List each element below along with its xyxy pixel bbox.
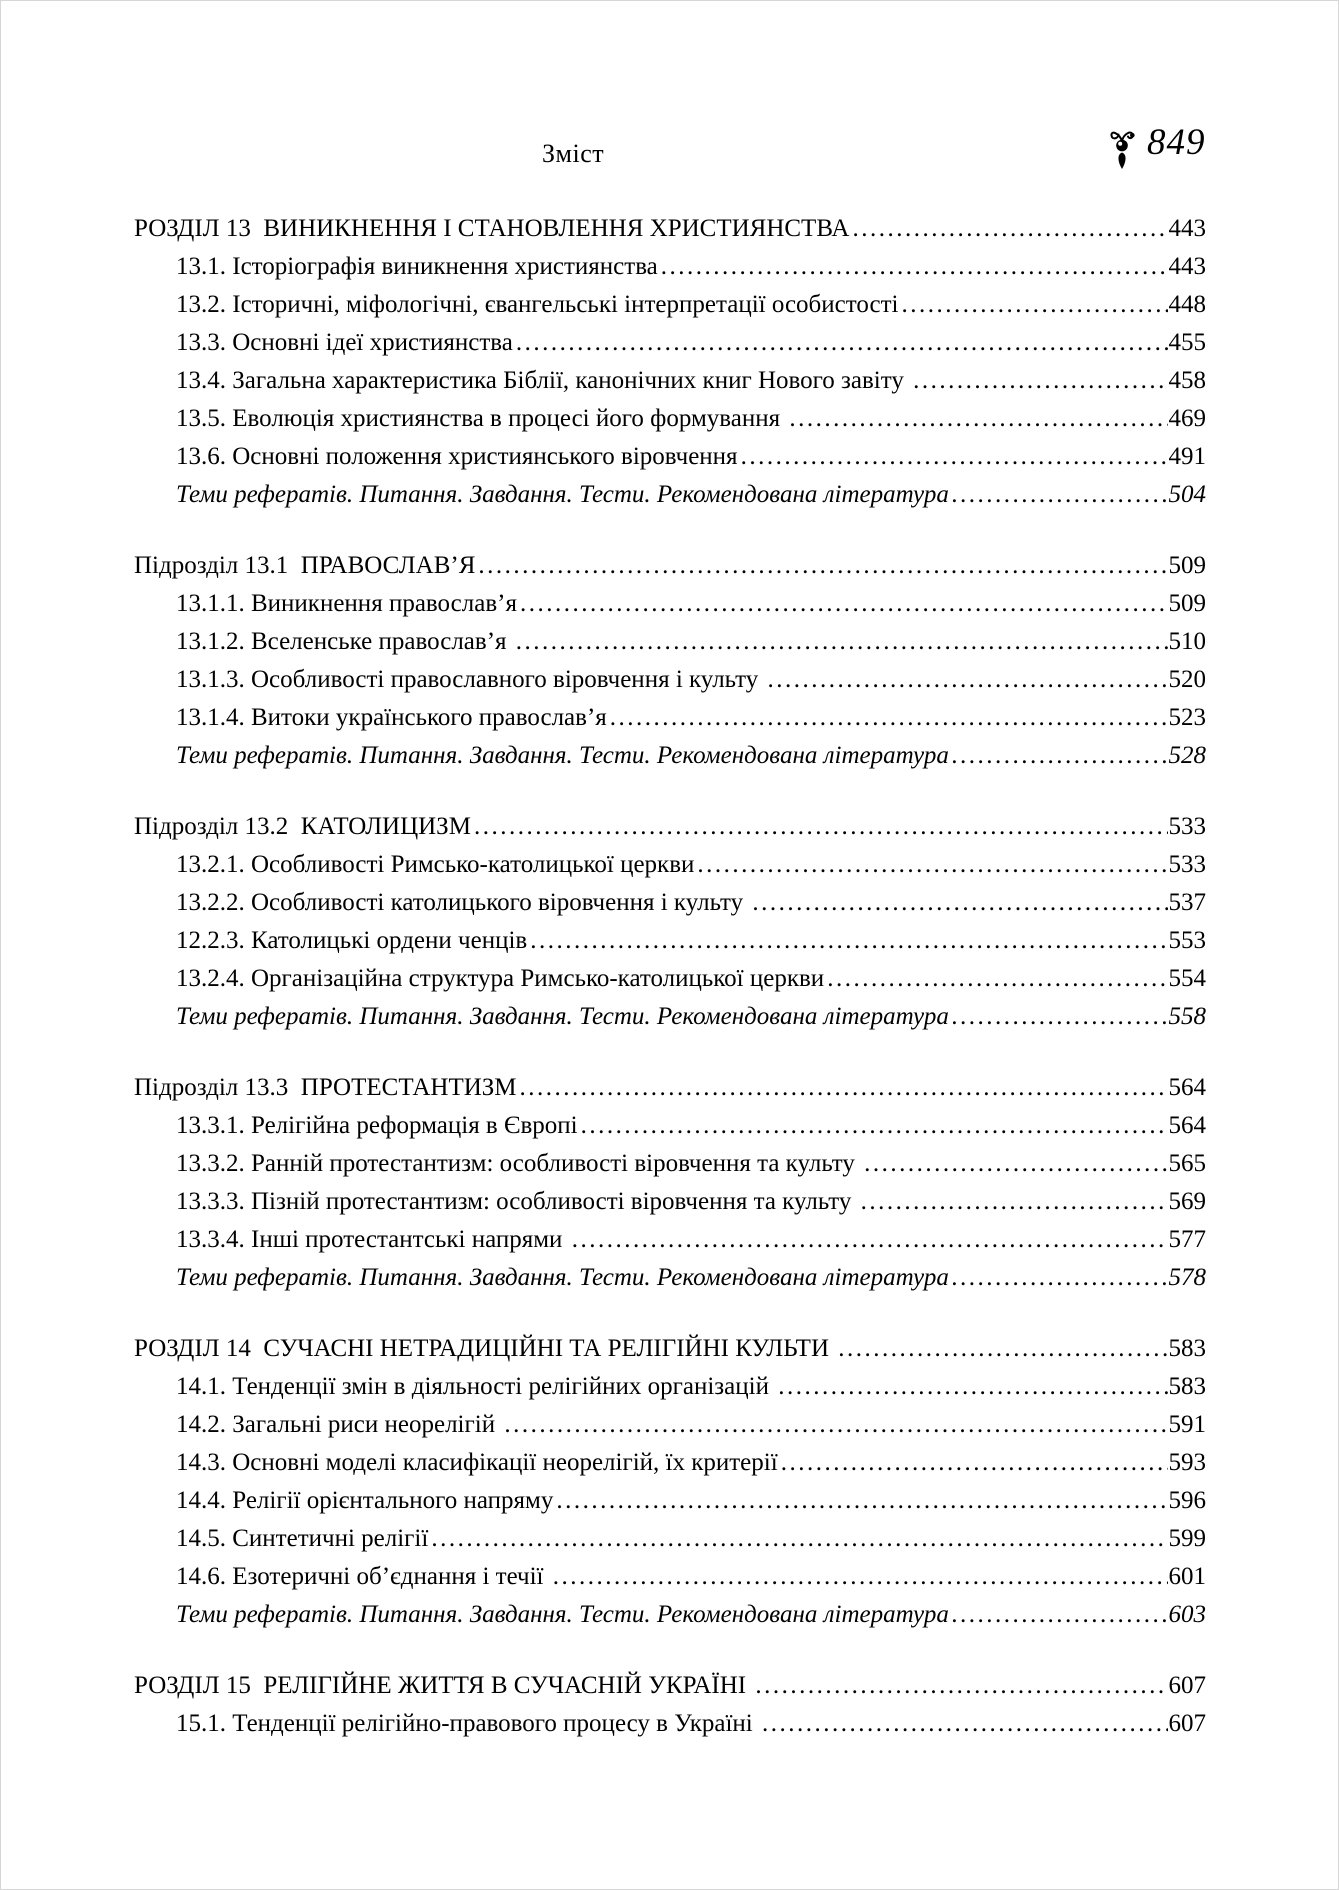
toc-entry-page: 443: [1168, 253, 1206, 280]
toc-entry-item: [134, 1558, 1206, 1596]
toc-entry-page: 469: [1168, 405, 1206, 432]
fleuron-icon: [1107, 128, 1137, 170]
leader-dots: [530, 922, 1167, 960]
toc-entry-page: 591: [1168, 1411, 1206, 1438]
toc-entry-page: 509: [1168, 552, 1206, 579]
toc-entry-title: Теми рефератів. Питання. Завдання. Тести. Рекомендована література: [176, 1003, 949, 1030]
leader-dots: [952, 737, 1168, 775]
leader-dots: [952, 1596, 1168, 1634]
toc-entry-page: 583: [1168, 1335, 1206, 1362]
toc-entry-page: 564: [1168, 1112, 1206, 1139]
toc-entry-title: 13.3.1. Релігійна реформація в Європі: [176, 1112, 578, 1139]
toc-entry-title: 13.3. Основні ідеї християнства: [176, 329, 513, 356]
toc-entry-page: 607: [1168, 1672, 1206, 1699]
toc-entry-title: 13.5. Еволюція християнства в процесі його формування: [176, 405, 787, 432]
toc-entry-title: 13.2. Історичні, міфологічні, євангельські інтерпретації особистості: [176, 291, 899, 318]
toc-entry-title: 13.1.2. Вселенське православ’я: [176, 628, 513, 655]
toc-entry-item: [134, 1444, 1206, 1482]
toc-entry-chapter: [134, 210, 1206, 248]
toc-entry-summary: [134, 998, 1206, 1036]
leader-dots: [572, 1221, 1168, 1259]
toc-entry-page: 509: [1168, 590, 1206, 617]
toc-entry-title: 13.2.4. Організаційна структура Римсько-католицької церкви: [176, 965, 825, 992]
toc-entry-chapter: [134, 1069, 1206, 1107]
toc-entry-chapter: [134, 1330, 1206, 1368]
toc-entry-page: 491: [1168, 443, 1206, 470]
toc-entry-title: 13.3.2. Ранній протестантизм: особливості віровчення та культу: [176, 1150, 862, 1177]
toc-entry-item: [134, 960, 1206, 998]
leader-dots: [852, 210, 1167, 248]
toc-entry-page: 523: [1168, 704, 1206, 731]
leader-dots: [789, 400, 1167, 438]
leader-dots: [520, 1069, 1168, 1107]
leader-dots: [827, 960, 1167, 998]
toc-entry-item: [134, 1183, 1206, 1221]
toc-entry-title: 13.1.1. Виникнення православ’я: [176, 590, 517, 617]
toc-entry-title: 13.1.4. Витоки українського православ’я: [176, 704, 607, 731]
toc-entry-title: 13.3.4. Інші протестантські напрями: [176, 1226, 569, 1253]
toc-entry-item: [134, 362, 1206, 400]
toc-entry-chapter: [134, 547, 1206, 585]
toc-entry-page: 533: [1168, 813, 1206, 840]
toc-entry-title: 13.2.1. Особливості Римсько-католицької церкви: [176, 851, 695, 878]
toc-entry-title: Підрозділ 13.3 ПРОТЕСТАНТИЗМ: [134, 1074, 517, 1101]
toc-entry-title: 13.2.2. Особливості католицького віровчення і культу: [176, 889, 750, 916]
toc-block: [134, 547, 1206, 775]
toc-entry-title: Теми рефератів. Питання. Завдання. Тести. Рекомендована література: [176, 1264, 949, 1291]
toc-entry-page: 583: [1168, 1373, 1206, 1400]
toc-entry-page: 577: [1168, 1226, 1206, 1253]
toc-entry-chapter: [134, 808, 1206, 846]
toc-entry-page: 603: [1168, 1601, 1206, 1628]
toc-entry-page: 455: [1168, 329, 1206, 356]
toc-entry-title: 13.4. Загальна характеристика Біблії, канонічних книг Нового завіту: [176, 367, 911, 394]
toc-entry-chapter: [134, 1667, 1206, 1705]
toc-entry-item: [134, 585, 1206, 623]
toc-entry-item: [134, 438, 1206, 476]
toc-entry-item: [134, 1107, 1206, 1145]
toc-entry-title: Теми рефератів. Питання. Завдання. Тести. Рекомендована література: [176, 1601, 949, 1628]
toc-entry-title: РОЗДІЛ 15 РЕЛІГІЙНЕ ЖИТТЯ В СУЧАСНІЙ УКРАЇНІ: [134, 1672, 753, 1699]
toc-entry-title: 14.4. Релігії орієнтального напряму: [176, 1487, 554, 1514]
toc-entry-item: [134, 699, 1206, 737]
leader-dots: [741, 438, 1168, 476]
toc-entry-page: 554: [1168, 965, 1206, 992]
toc-entry-summary: [134, 1596, 1206, 1634]
toc-entry-title: 14.6. Езотеричні об’єднання і течії: [176, 1563, 550, 1590]
toc-entry-title: 15.1. Тенденції релігійно-правового процесу в Україні: [176, 1710, 759, 1737]
toc-block: [134, 808, 1206, 1036]
toc-entry-page: 510: [1168, 628, 1206, 655]
leader-dots: [762, 1705, 1168, 1743]
toc-entry-item: [134, 1368, 1206, 1406]
toc-entry-title: Підрозділ 13.1 ПРАВОСЛАВ’Я: [134, 552, 476, 579]
toc-entry-title: 12.2.3. Католицькі ордени ченців: [176, 927, 528, 954]
toc-entry-summary: [134, 737, 1206, 775]
toc-entry-item: [134, 846, 1206, 884]
toc-entry-title: 14.1. Тенденції змін в діяльності релігійних організацій: [176, 1373, 776, 1400]
toc-entry-page: 607: [1168, 1710, 1206, 1737]
toc-entry-page: 553: [1168, 927, 1206, 954]
toc-entry-title: РОЗДІЛ 13 ВИНИКНЕННЯ І СТАНОВЛЕННЯ ХРИСТИЯНСТВА: [134, 215, 850, 242]
leader-dots: [553, 1558, 1168, 1596]
toc-entry-page: 528: [1168, 742, 1206, 769]
toc-entry-page: 593: [1168, 1449, 1206, 1476]
page-number: 849: [1147, 122, 1206, 163]
toc-entry-item: [134, 400, 1206, 438]
toc-entry-page: 564: [1168, 1074, 1206, 1101]
toc-entry-item: [134, 1221, 1206, 1259]
toc-entry-summary: [134, 1259, 1206, 1297]
toc-entry-page: 443: [1168, 215, 1206, 242]
toc-entry-item: [134, 623, 1206, 661]
toc-entry-item: [134, 1705, 1206, 1743]
leader-dots: [516, 623, 1168, 661]
toc-block: [134, 1667, 1206, 1743]
toc-entry-title: 13.1.3. Особливості православного віровчення і культу: [176, 666, 765, 693]
leader-dots: [767, 661, 1167, 699]
leader-dots: [581, 1107, 1168, 1145]
leader-dots: [610, 699, 1168, 737]
leader-dots: [661, 248, 1168, 286]
toc-entry-page: 599: [1168, 1525, 1206, 1552]
toc-entry-page: 537: [1168, 889, 1206, 916]
leader-dots: [504, 1406, 1167, 1444]
toc-entry-title: 14.2. Загальні риси неорелігій: [176, 1411, 502, 1438]
toc-entry-page: 601: [1168, 1563, 1206, 1590]
toc-entry-item: [134, 1520, 1206, 1558]
leader-dots: [478, 547, 1167, 585]
leader-dots: [556, 1482, 1167, 1520]
leader-dots: [952, 1259, 1168, 1297]
toc-entry-page: 458: [1168, 367, 1206, 394]
leader-dots: [952, 476, 1168, 514]
toc-entry-page: 596: [1168, 1487, 1206, 1514]
toc-entry-item: [134, 1406, 1206, 1444]
toc-entry-title: РОЗДІЛ 14 СУЧАСНІ НЕТРАДИЦІЙНІ ТА РЕЛІГІЙНІ КУЛЬТИ: [134, 1335, 836, 1362]
leader-dots: [901, 286, 1167, 324]
leader-dots: [752, 884, 1167, 922]
toc-entry-page: 565: [1168, 1150, 1206, 1177]
toc-entry-title: 13.6. Основні положення християнського віровчення: [176, 443, 738, 470]
toc-entry-title: 13.1. Історіографія виникнення християнства: [176, 253, 658, 280]
toc-entry-item: [134, 884, 1206, 922]
leader-dots: [778, 1368, 1167, 1406]
leader-dots: [697, 846, 1167, 884]
toc-entry-item: [134, 286, 1206, 324]
toc-block: [134, 210, 1206, 514]
toc-block: [134, 1069, 1206, 1297]
leader-dots: [520, 585, 1168, 623]
toc-block: [134, 1330, 1206, 1634]
toc-entry-title: 13.3.3. Пізній протестантизм: особливості віровчення та культу: [176, 1188, 858, 1215]
toc-entry-title: Підрозділ 13.2 КАТОЛИЦИЗМ: [134, 813, 471, 840]
toc-entry-item: [134, 1482, 1206, 1520]
toc-entry-page: 504: [1168, 481, 1206, 508]
leader-dots: [861, 1183, 1168, 1221]
toc-entry-item: [134, 324, 1206, 362]
leader-dots: [864, 1145, 1167, 1183]
toc-entry-page: 569: [1168, 1188, 1206, 1215]
toc-entry-item: [134, 661, 1206, 699]
toc-entry-title: Теми рефератів. Питання. Завдання. Тести. Рекомендована література: [176, 742, 949, 769]
toc-entry-page: 448: [1168, 291, 1206, 318]
page-title: Зміст: [542, 139, 605, 168]
leader-dots: [838, 1330, 1167, 1368]
leader-dots: [913, 362, 1167, 400]
leader-dots: [781, 1444, 1168, 1482]
toc-entry-title: 14.3. Основні моделі класифікації неорелігій, їх критерії: [176, 1449, 778, 1476]
leader-dots: [431, 1520, 1167, 1558]
toc-entry-title: 14.5. Синтетичні релігії: [176, 1525, 429, 1552]
toc-entry-page: 558: [1168, 1003, 1206, 1030]
toc-entry-page: 533: [1168, 851, 1206, 878]
toc-entry-title: Теми рефератів. Питання. Завдання. Тести. Рекомендована література: [176, 481, 949, 508]
toc-entry-item: [134, 1145, 1206, 1183]
toc-entry-page: 520: [1168, 666, 1206, 693]
table-of-contents: [134, 210, 1206, 1743]
toc-entry-item: [134, 248, 1206, 286]
toc-entry-summary: [134, 476, 1206, 514]
leader-dots: [474, 808, 1168, 846]
leader-dots: [516, 324, 1168, 362]
leader-dots: [755, 1667, 1167, 1705]
toc-entry-item: [134, 922, 1206, 960]
leader-dots: [952, 998, 1168, 1036]
toc-entry-page: 578: [1168, 1264, 1206, 1291]
